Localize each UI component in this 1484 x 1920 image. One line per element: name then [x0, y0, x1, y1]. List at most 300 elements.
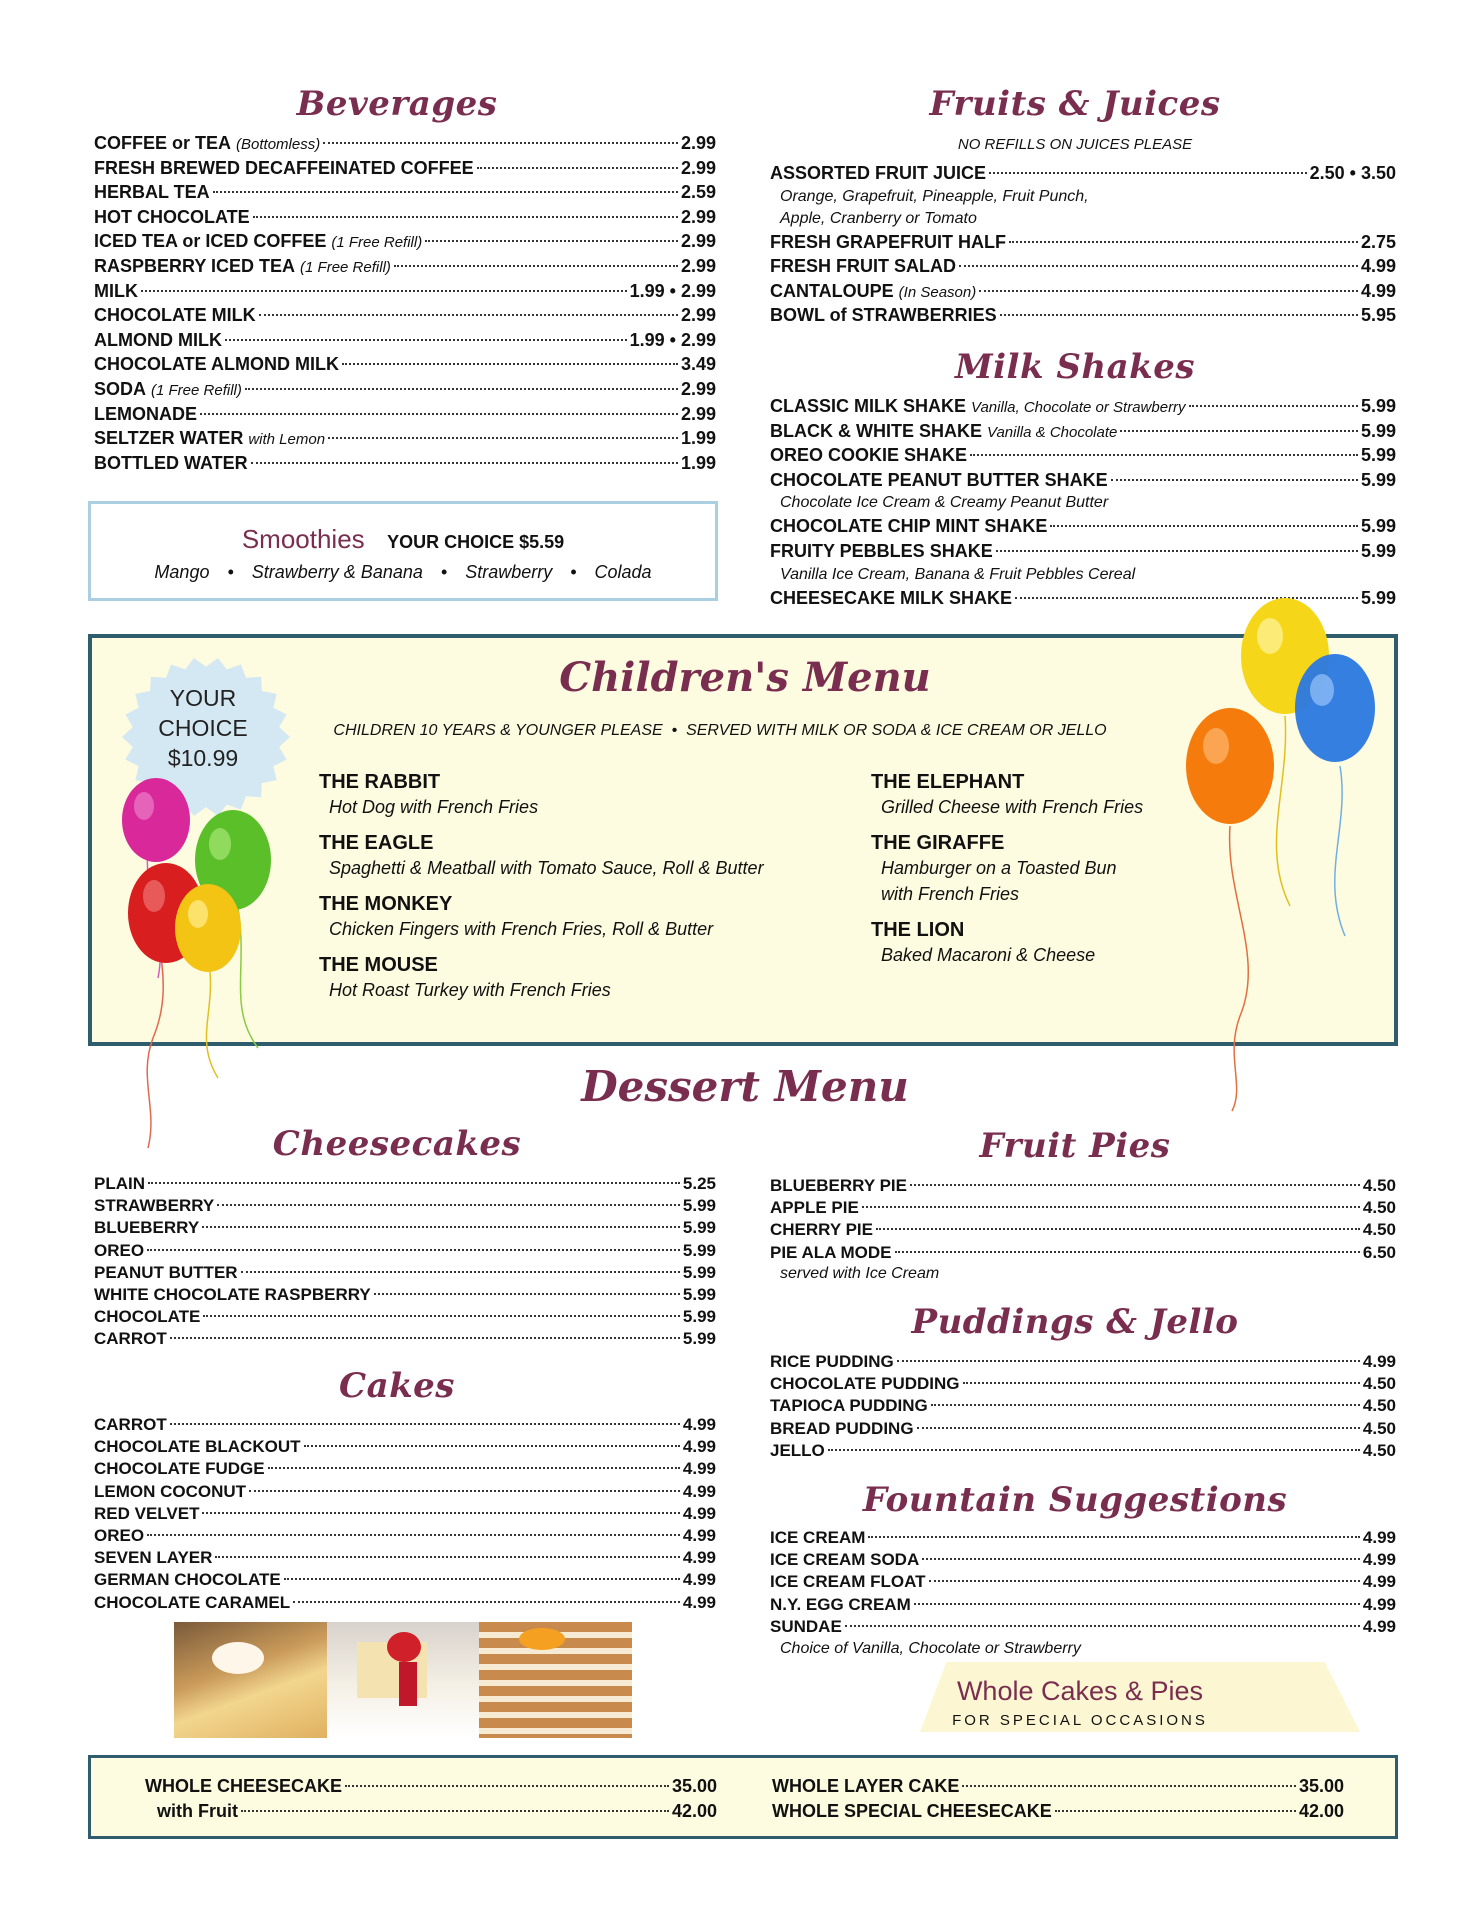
dot-leader [203, 1315, 680, 1317]
menu-item-row [94, 328, 716, 353]
item-name: SEVEN LAYER [94, 1548, 213, 1568]
menu-item-row [770, 279, 1396, 304]
dot-leader [213, 191, 678, 193]
badge-line-1: YOUR [169, 685, 237, 711]
item-note: (1 Free Refill) [151, 381, 242, 399]
item-name: CHOCOLATE MILK [94, 305, 256, 326]
item-price: 2.59 [680, 182, 716, 203]
dot-leader [914, 1603, 1360, 1605]
smoothies-choice: YOUR CHOICE $5.59 [387, 532, 565, 552]
menu-item-row [94, 1262, 716, 1284]
item-name: FRESH BREWED DECAFFEINATED COFFEE [94, 157, 474, 178]
menu-item-row [770, 254, 1396, 279]
beverages-title: Beverages [296, 84, 498, 124]
dot-leader [1111, 479, 1358, 481]
smoothie-flavor: Strawberry & Banana [251, 562, 423, 582]
dot-leader [304, 1445, 680, 1447]
dot-leader [241, 1271, 680, 1273]
cakes-title: Cakes [339, 1366, 455, 1406]
item-name: RASPBERRY ICED TEA [94, 255, 296, 276]
milkshakes-list [770, 394, 1396, 610]
item-price: 2.99 [680, 231, 716, 252]
item-description: Apple, Cranberry or Tomato [780, 209, 977, 227]
dot-leader [217, 1204, 680, 1206]
item-price: 2.50 • 3.50 [1309, 163, 1396, 183]
item-note: (In Season) [898, 283, 977, 301]
smoothies-box [88, 501, 718, 601]
item-price: 5.99 [682, 1218, 716, 1238]
item-name: FRESH GRAPEFRUIT HALF [770, 231, 1006, 252]
dot-leader [268, 1467, 680, 1469]
kids-item-name: THE RABBIT [319, 771, 441, 793]
dot-leader [170, 1423, 680, 1425]
kids-menu-item [319, 832, 839, 881]
kids-item-description: Chicken Fingers with French Fries, Roll & Butter [329, 919, 714, 939]
menu-item-row [770, 1594, 1396, 1616]
item-price: 3.49 [680, 354, 716, 375]
beverages-list [94, 131, 716, 475]
cheesecake-photo [174, 1622, 327, 1738]
balloons-left [118, 778, 298, 1158]
item-name: OREO [94, 1240, 145, 1260]
menu-item-row [94, 254, 716, 279]
menu-item-row [145, 1799, 717, 1824]
dot-leader [959, 265, 1358, 267]
smoothie-flavor: Strawberry [465, 562, 553, 582]
item-note: (1 Free Refill) [300, 258, 391, 276]
fruits-title: Fruits & Juices [929, 84, 1221, 124]
item-price: 5.99 [1360, 396, 1396, 416]
menu-item-row [770, 539, 1396, 564]
dot-leader [251, 462, 678, 464]
menu-item-row [772, 1774, 1344, 1799]
item-price: 5.25 [682, 1174, 716, 1193]
item-name: ICED TEA or ICED COFFEE [94, 231, 327, 252]
item-price: 5.99 [682, 1240, 716, 1260]
item-price: 5.99 [1360, 540, 1396, 561]
item-price: 1.99 [680, 452, 716, 473]
menu-item-row [94, 451, 716, 476]
menu-item-row [94, 1592, 716, 1614]
item-price: 4.99 [682, 1415, 716, 1434]
item-name: SUNDAE [770, 1616, 842, 1636]
item-name: ICE CREAM FLOAT [770, 1572, 926, 1592]
dot-leader [931, 1404, 1360, 1406]
menu-item-row [145, 1774, 717, 1799]
menu-item-row [94, 1458, 716, 1480]
price-badge [128, 683, 278, 773]
item-name: ICE CREAM SODA [770, 1550, 920, 1570]
item-price: 35.00 [1298, 1776, 1344, 1796]
item-price: 5.99 [682, 1307, 716, 1327]
item-name: BLACK & WHITE SHAKE [770, 420, 982, 441]
item-name: CHOCOLATE ALMOND MILK [94, 354, 339, 375]
dot-leader [345, 1785, 669, 1787]
item-price: 5.99 [1360, 469, 1396, 490]
dot-leader [323, 142, 678, 144]
dot-leader [249, 1490, 680, 1492]
dot-leader [225, 339, 627, 341]
kids-item-description: Baked Macaroni & Cheese [881, 945, 1096, 965]
kids-item-name: THE MOUSE [319, 954, 438, 976]
item-price: 4.99 [682, 1592, 716, 1612]
dot-leader [215, 1556, 679, 1558]
menu-item-row [94, 377, 716, 402]
kids-menu-item [319, 954, 839, 1003]
item-name: APPLE PIE [770, 1198, 859, 1218]
item-price: 5.99 [682, 1329, 716, 1349]
menu-item-row [770, 1197, 1396, 1219]
smoothies-title: Smoothies [241, 524, 365, 554]
item-name: CHOCOLATE CARAMEL [94, 1592, 291, 1612]
menu-item-row [770, 468, 1396, 493]
menu-item-row [94, 1569, 716, 1591]
item-price: 2.99 [680, 133, 716, 153]
item-name: CLASSIC MILK SHAKE [770, 396, 967, 416]
item-name: ICE CREAM [770, 1528, 866, 1547]
item-price: 2.99 [680, 157, 716, 178]
item-name: FRESH FRUIT SALAD [770, 256, 956, 277]
item-price: 6.50 [1362, 1242, 1396, 1262]
whole-cakes-left [145, 1774, 717, 1823]
item-name: HOT CHOCOLATE [94, 206, 250, 227]
item-name: WHOLE SPECIAL CHEESECAKE [772, 1800, 1052, 1821]
menu-item-row [770, 1418, 1396, 1440]
item-price: 4.99 [682, 1481, 716, 1501]
dot-leader [962, 1785, 1296, 1787]
menu-item-row [94, 1328, 716, 1350]
item-name: JELLO [770, 1440, 825, 1460]
menu-item-row [770, 1373, 1396, 1395]
fruit-pies-list [770, 1175, 1396, 1264]
menu-item-row [770, 1175, 1396, 1197]
item-price: 4.99 [1360, 280, 1396, 301]
childrens-menu-title: Children's Menu [559, 654, 931, 701]
kids-menu-item [871, 832, 1211, 907]
menu-item-row [94, 131, 716, 156]
childrens-menu-right-column [871, 771, 1211, 980]
item-name: ALMOND MILK [94, 329, 222, 350]
item-price: 4.99 [682, 1570, 716, 1590]
item-name: PIE ALA MODE [770, 1242, 892, 1262]
fountain-note: Choice of Vanilla, Chocolate or Strawberry [780, 1640, 1081, 1657]
dot-leader [1120, 430, 1358, 432]
item-price: 4.50 [1362, 1176, 1396, 1195]
item-name: BREAD PUDDING [770, 1418, 914, 1438]
smoothie-flavor: Mango [154, 562, 210, 582]
item-price: 2.99 [680, 378, 716, 399]
dessert-photos [174, 1622, 632, 1738]
item-description: Chocolate Ice Cream & Creamy Peanut Butter [780, 494, 1109, 512]
dot-leader [147, 1249, 680, 1251]
dot-leader [929, 1580, 1360, 1582]
item-name: OREO [94, 1525, 145, 1545]
item-name: LEMON COCONUT [94, 1481, 247, 1501]
cheesecakes-title: Cheesecakes [272, 1124, 522, 1164]
dot-leader [979, 290, 1358, 292]
kids-item-description: with French Fries [881, 884, 1020, 904]
item-price: 1.99 • 2.99 [629, 329, 716, 350]
item-name: MILK [94, 280, 138, 301]
item-price: 4.99 [1362, 1594, 1396, 1614]
cakes-list [94, 1414, 716, 1614]
item-price: 4.99 [1362, 1572, 1396, 1592]
dot-leader [202, 1512, 679, 1514]
item-price: 5.99 [1360, 445, 1396, 466]
item-name: SODA [94, 378, 147, 399]
menu-item-row [94, 229, 716, 254]
dot-leader [284, 1578, 680, 1580]
item-price: 4.50 [1362, 1418, 1396, 1438]
dessert-menu-title: Dessert Menu [581, 1062, 909, 1111]
dot-leader [1055, 1810, 1296, 1812]
menu-item-row [94, 156, 716, 181]
dot-leader [1189, 405, 1358, 407]
menu-item-row [94, 1414, 716, 1436]
item-name: WHOLE CHEESECAKE [145, 1776, 343, 1796]
item-description: Vanilla Ice Cream, Banana & Fruit Pebbles Cereal [780, 565, 1136, 583]
menu-item-row [770, 303, 1396, 328]
item-description: Orange, Grapefruit, Pineapple, Fruit Punch, [780, 187, 1089, 205]
dot-leader [253, 216, 678, 218]
item-price: 5.99 [1360, 420, 1396, 441]
dot-leader [293, 1601, 680, 1603]
dot-leader [1009, 241, 1358, 243]
item-price: 4.50 [1362, 1220, 1396, 1240]
item-name: COFFEE or TEA [94, 133, 232, 153]
item-name: HERBAL TEA [94, 182, 210, 203]
item-name: with Fruit [157, 1800, 238, 1821]
kids-item-name: THE ELEPHANT [871, 771, 1025, 793]
menu-item-row [94, 1503, 716, 1525]
item-name: CHOCOLATE PEANUT BUTTER SHAKE [770, 469, 1108, 490]
item-name: RED VELVET [94, 1503, 200, 1523]
dot-leader [259, 314, 678, 316]
dot-leader [241, 1810, 669, 1812]
item-price: 4.99 [1362, 1352, 1396, 1371]
dot-leader [148, 1182, 680, 1184]
item-price: 4.50 [1362, 1374, 1396, 1394]
menu-item-row [772, 1799, 1344, 1824]
item-price: 4.99 [1362, 1550, 1396, 1570]
smoothies-flavors [91, 562, 715, 583]
dot-leader [394, 265, 678, 267]
item-name: BLUEBERRY [94, 1218, 200, 1238]
menu-item-row [94, 279, 716, 304]
dot-leader [895, 1251, 1360, 1253]
item-price: 2.99 [680, 305, 716, 326]
menu-item-row [94, 1547, 716, 1569]
item-price: 5.99 [1360, 516, 1396, 537]
puddings-title: Puddings & Jello [911, 1302, 1239, 1342]
badge-line-3: $10.99 [167, 745, 239, 771]
dot-leader [868, 1536, 1360, 1538]
item-name: BLUEBERRY PIE [770, 1176, 907, 1195]
item-name: RICE PUDDING [770, 1352, 894, 1371]
dot-leader [917, 1427, 1360, 1429]
bullet-separator: • [227, 562, 234, 582]
bullet-separator: • [440, 562, 448, 582]
dot-leader [828, 1449, 1360, 1451]
item-name: BOTTLED WATER [94, 452, 248, 473]
puddings-list [770, 1351, 1396, 1462]
dot-leader [922, 1558, 1360, 1560]
menu-item-row [94, 1306, 716, 1328]
dot-leader [1050, 525, 1358, 527]
menu-item-row [770, 394, 1396, 419]
item-price: 4.50 [1362, 1440, 1396, 1460]
balloons-right [1170, 596, 1390, 1116]
item-name: CHERRY PIE [770, 1220, 873, 1240]
kids-item-name: THE EAGLE [319, 832, 434, 854]
menu-item-row [770, 1440, 1396, 1462]
kids-menu-item [319, 771, 839, 820]
item-price: 4.99 [682, 1548, 716, 1568]
item-name: WHOLE LAYER CAKE [772, 1776, 960, 1796]
item-name: CHEESECAKE MILK SHAKE [770, 587, 1013, 608]
whole-cakes-title: Whole Cakes & Pies [956, 1676, 1204, 1706]
smoothie-flavor: Colada [594, 562, 652, 582]
item-price: 5.95 [1360, 305, 1396, 326]
kids-menu-item [319, 893, 839, 942]
item-price: 5.99 [682, 1196, 716, 1216]
dot-leader [342, 363, 678, 365]
item-note: Vanilla & Chocolate [987, 423, 1118, 441]
item-price: 4.99 [1362, 1616, 1396, 1636]
menu-item-row [94, 1436, 716, 1458]
item-name: LEMONADE [94, 403, 197, 424]
dot-leader [374, 1293, 680, 1295]
item-price: 4.50 [1362, 1396, 1396, 1416]
item-name: CHOCOLATE CHIP MINT SHAKE [770, 516, 1048, 537]
dot-leader [897, 1360, 1360, 1362]
item-name: N.Y. EGG CREAM [770, 1594, 911, 1614]
item-name: STRAWBERRY [94, 1196, 215, 1216]
item-name: CANTALOUPE [770, 280, 894, 301]
menu-item-row [94, 1217, 716, 1239]
menu-item-row [770, 1242, 1396, 1264]
item-price: 5.99 [682, 1284, 716, 1304]
menu-item-row [94, 1481, 716, 1503]
menu-item-row [770, 514, 1396, 539]
kids-item-name: THE MONKEY [319, 893, 453, 915]
dot-leader [141, 290, 627, 292]
item-price: 4.99 [1362, 1528, 1396, 1547]
menu-item-row [770, 1616, 1396, 1638]
item-note: (Bottomless) [236, 136, 321, 153]
dot-leader [970, 454, 1358, 456]
childrens-menu-left-column [319, 771, 839, 1015]
menu-item-row [94, 1240, 716, 1262]
item-price: 35.00 [671, 1776, 717, 1796]
item-note: with Lemon [248, 431, 326, 449]
item-note: (1 Free Refill) [331, 234, 423, 252]
kids-item-description: Spaghetti & Meatball with Tomato Sauce, Roll & Butter [329, 858, 764, 878]
item-name: CHOCOLATE BLACKOUT [94, 1437, 301, 1457]
menu-item-row [94, 402, 716, 427]
dot-leader [963, 1382, 1360, 1384]
dot-leader [202, 1226, 680, 1228]
menu-item-row [770, 1219, 1396, 1241]
item-price: 4.99 [682, 1525, 716, 1545]
item-price: 42.00 [1298, 1800, 1344, 1821]
item-price: 42.00 [671, 1800, 717, 1821]
menu-item-row [770, 419, 1396, 444]
dot-leader [245, 388, 678, 390]
carrot-cake-photo [479, 1622, 632, 1738]
item-name: SELTZER WATER [94, 428, 244, 449]
fountain-title: Fountain Suggestions [862, 1480, 1288, 1520]
whole-cakes-right [772, 1774, 1344, 1823]
item-price: 2.99 [680, 206, 716, 227]
menu-item-row [94, 1173, 716, 1195]
dot-leader [845, 1625, 1360, 1627]
menu-item-row [94, 426, 716, 451]
item-name: GERMAN CHOCOLATE [94, 1570, 281, 1590]
menu-item-row [770, 230, 1396, 255]
kids-item-name: THE GIRAFFE [871, 832, 1005, 854]
dot-leader [147, 1534, 680, 1536]
fruits-list [770, 161, 1396, 328]
dot-leader [876, 1228, 1360, 1230]
item-name: CHOCOLATE PUDDING [770, 1374, 960, 1394]
menu-item-row [94, 352, 716, 377]
bullet-separator: • [570, 562, 577, 582]
item-price: 1.99 [680, 428, 716, 449]
kids-item-description: Hot Dog with French Fries [329, 797, 539, 817]
dot-leader [425, 240, 678, 242]
item-price: 2.75 [1360, 231, 1396, 252]
item-price: 4.99 [1360, 256, 1396, 277]
childrens-menu-note: CHILDREN 10 YEARS & YOUNGER PLEASE • SERVED WITH MILK OR SODA & ICE CREAM OR JELLO [333, 722, 1107, 739]
menu-item-row [94, 180, 716, 205]
item-name: PEANUT BUTTER [94, 1262, 238, 1282]
item-name: CHOCOLATE [94, 1307, 201, 1327]
menu-item-row [94, 1195, 716, 1217]
item-price: 4.99 [682, 1437, 716, 1457]
kids-menu-item [871, 919, 1211, 968]
kids-menu-item [871, 771, 1211, 820]
dot-leader [1000, 314, 1358, 316]
fruit-pies-title: Fruit Pies [979, 1126, 1171, 1166]
fruits-note: NO REFILLS ON JUICES PLEASE [957, 136, 1193, 153]
menu-item-row [94, 205, 716, 230]
dot-leader [989, 172, 1307, 174]
menu-item-row [770, 1571, 1396, 1593]
dot-leader [477, 167, 678, 169]
fountain-list [770, 1527, 1396, 1638]
item-price: 5.99 [1360, 587, 1396, 608]
kids-item-description: Grilled Cheese with French Fries [881, 797, 1144, 817]
menu-item-row [94, 303, 716, 328]
whole-cakes-subtitle: FOR SPECIAL OCCASIONS [952, 1712, 1208, 1729]
milkshakes-title: Milk Shakes [955, 347, 1195, 387]
dot-leader [170, 1337, 680, 1339]
dot-leader [862, 1206, 1360, 1208]
kids-item-description: Hamburger on a Toasted Bun [881, 858, 1117, 878]
item-name: OREO COOKIE SHAKE [770, 445, 968, 466]
dot-leader [910, 1184, 1360, 1186]
item-name: ASSORTED FRUIT JUICE [770, 163, 987, 183]
menu-item-row [770, 1549, 1396, 1571]
item-price: 4.99 [682, 1503, 716, 1523]
menu-item-row [770, 1351, 1396, 1373]
item-price: 4.50 [1362, 1198, 1396, 1218]
badge-line-2: CHOICE [158, 715, 248, 741]
kids-item-name: THE LION [871, 919, 965, 941]
item-name: BOWL of STRAWBERRIES [770, 305, 997, 326]
menu-item-row [770, 443, 1396, 468]
